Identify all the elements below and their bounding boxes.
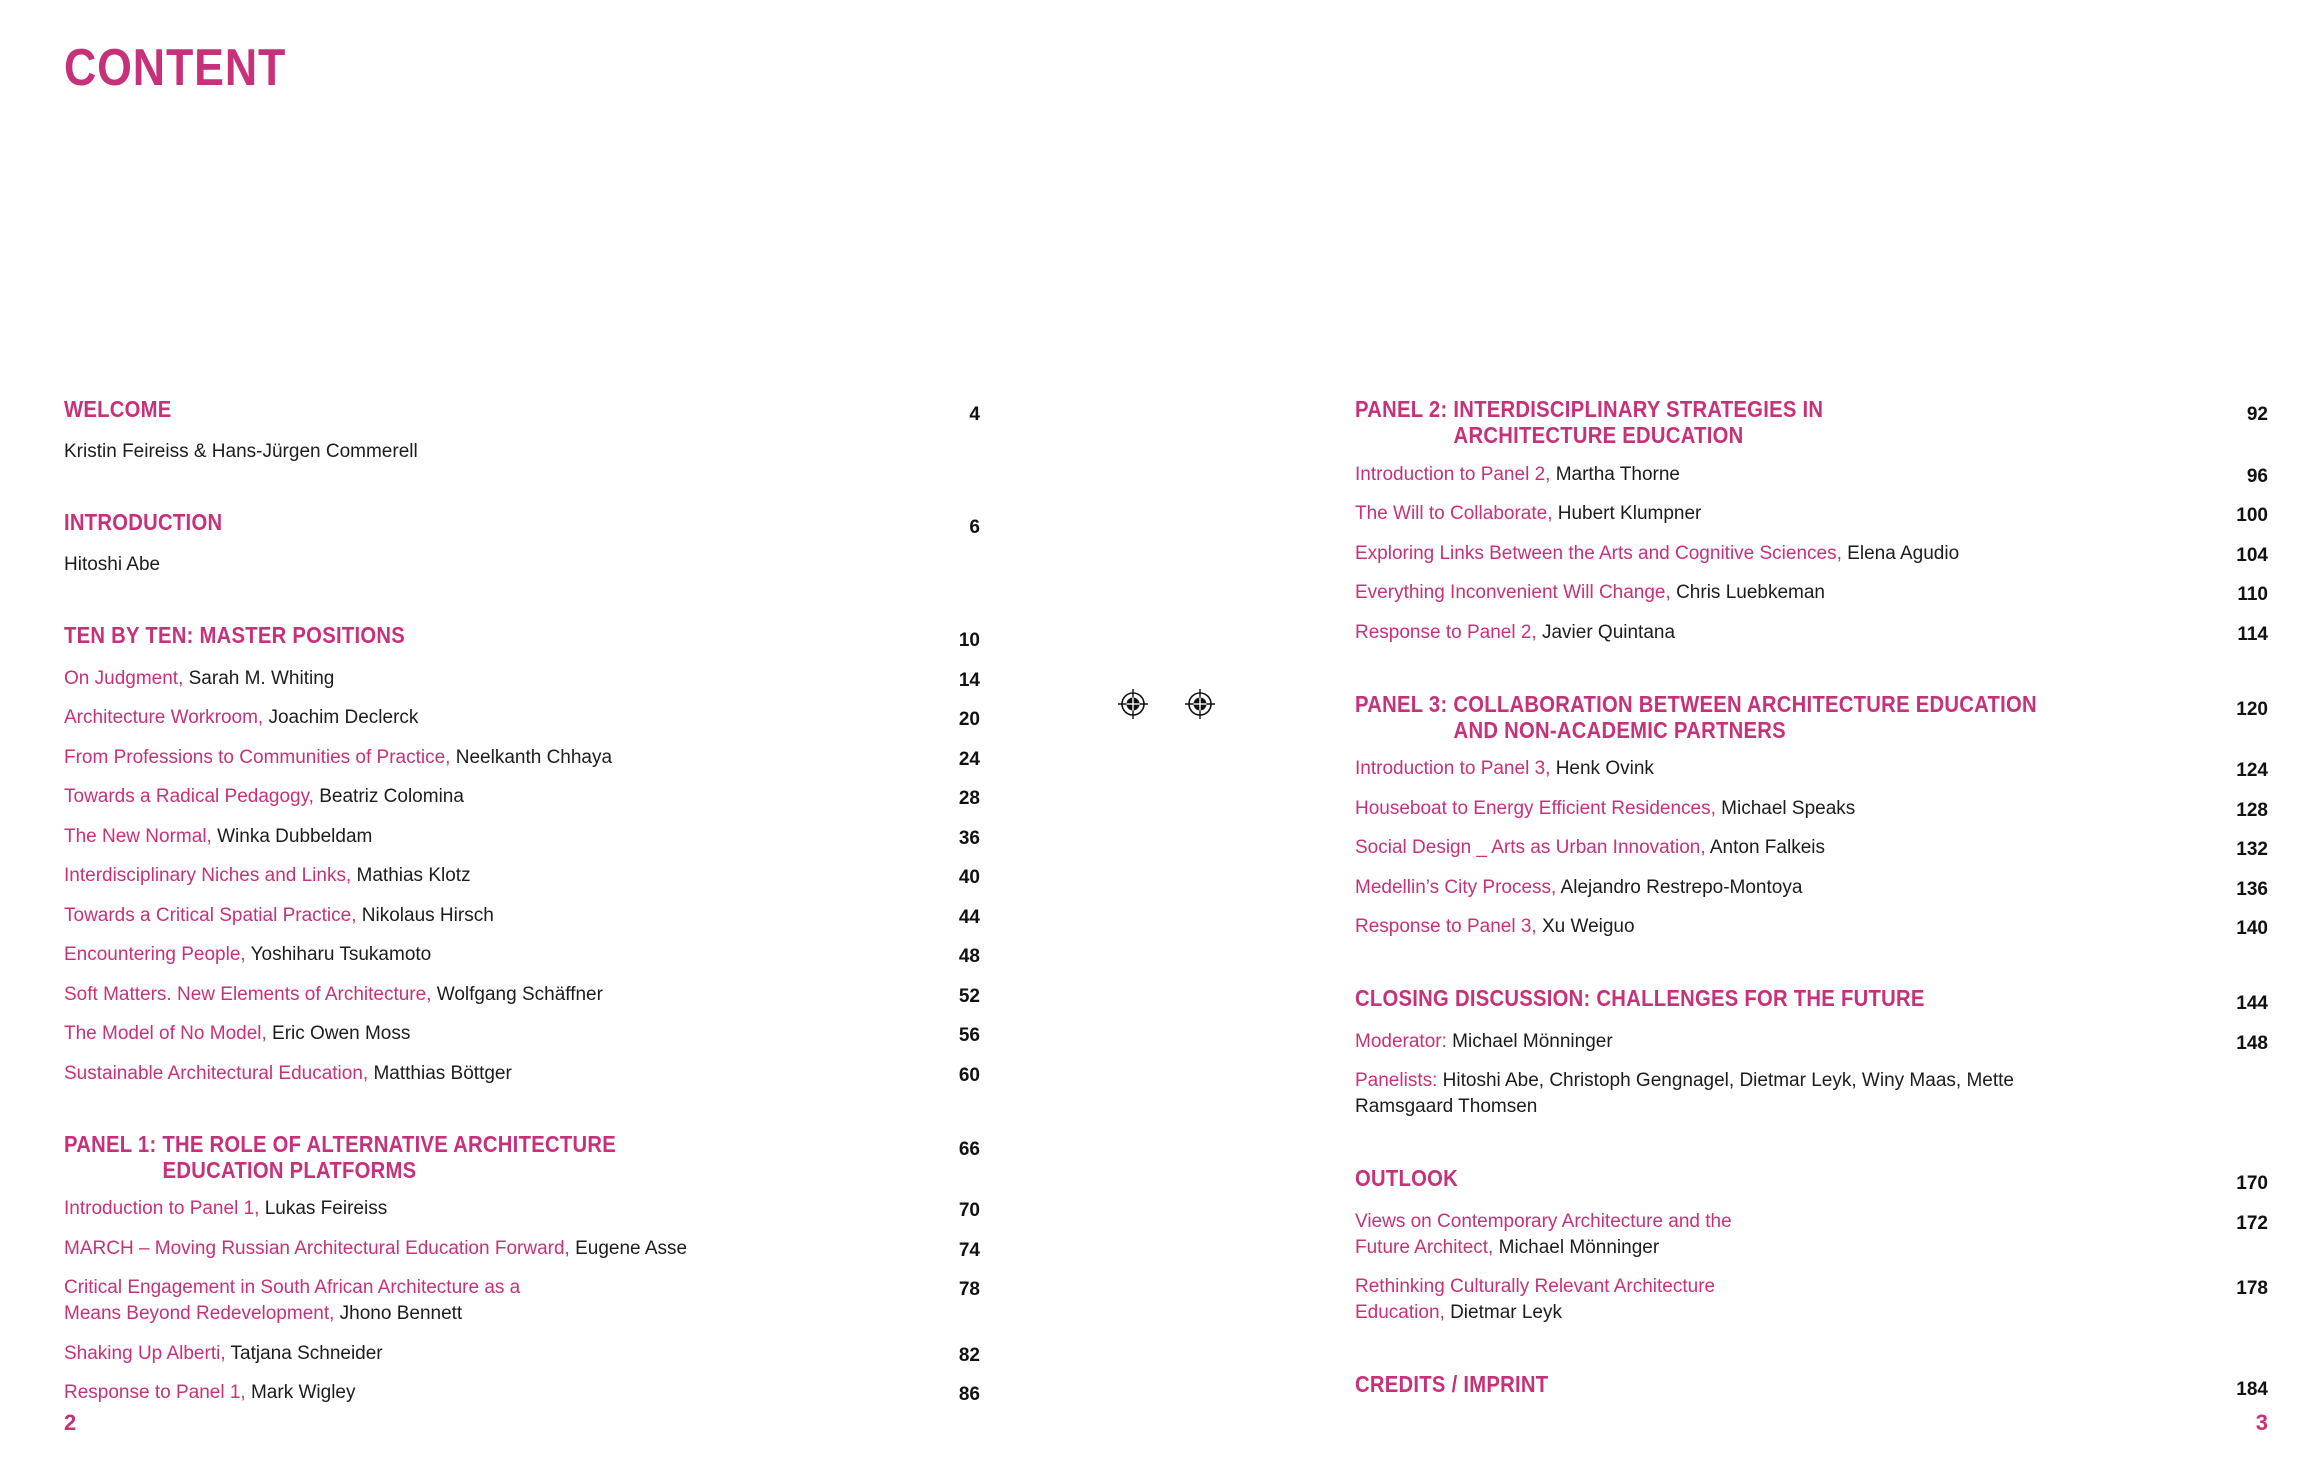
toc-entry[interactable] <box>1355 875 2268 901</box>
section-page-number: 184 <box>2236 1379 2268 1400</box>
toc-entry[interactable] <box>64 1380 980 1406</box>
section-title-line-2: EDUCATION PLATFORMS <box>162 1156 417 1183</box>
entry-page-number: 82 <box>958 1344 980 1366</box>
registration-mark-icon <box>1185 689 1215 719</box>
toc-entry[interactable] <box>64 1341 980 1367</box>
section-heading[interactable] <box>64 622 980 652</box>
entry-title: The New Normal, <box>64 825 212 847</box>
toc-entry[interactable] <box>64 1196 980 1222</box>
entry-title: Panelists: <box>1355 1070 1438 1091</box>
entry-author: Michael Mönninger <box>1493 1236 1660 1258</box>
section-title <box>1355 691 2158 743</box>
toc-section <box>64 396 980 465</box>
toc-entry[interactable] <box>1355 1068 2268 1120</box>
section-page-number: 120 <box>2236 698 2268 720</box>
entry-page-number: 104 <box>2236 544 2268 566</box>
toc-entry[interactable] <box>1355 1209 2268 1261</box>
entry-page-number: 114 <box>2237 623 2268 645</box>
toc-entry[interactable] <box>64 824 980 850</box>
entry-title: Shaking Up Alberti, <box>64 1342 226 1364</box>
toc-entry[interactable] <box>1355 1274 2268 1326</box>
entry-author: Nikolaus Hirsch <box>356 904 494 926</box>
section-page-number: 10 <box>958 630 980 651</box>
toc-entry[interactable] <box>1355 796 2268 822</box>
entry-author: Henk Ovink <box>1550 758 1654 779</box>
toc-section <box>1355 1371 2268 1401</box>
entry-title: On Judgment, <box>64 667 184 689</box>
toc-entry[interactable] <box>1355 501 2268 527</box>
section-heading[interactable] <box>1355 985 2268 1015</box>
section-title-line-1: PANEL 2: INTERDISCIPLINARY STRATEGIES IN <box>1355 396 1824 422</box>
toc-entry[interactable] <box>64 1275 980 1327</box>
section-title: INTRODUCTION <box>64 509 223 535</box>
toc-section <box>64 509 980 578</box>
entry-title: Towards a Radical Pedagogy, <box>64 786 314 807</box>
entry-title: Introduction to Panel 2, <box>1355 463 1551 485</box>
entry-page-number: 110 <box>2237 584 2268 605</box>
section-title: WELCOME <box>64 396 172 422</box>
entry-page-number: 148 <box>2236 1032 2268 1054</box>
toc-section <box>64 1131 980 1407</box>
entry-title: Views on Contemporary Architecture and the Future Architect, <box>1355 1210 1732 1258</box>
entry-title: MARCH – Moving Russian Architectural Education Forward, <box>64 1237 570 1259</box>
toc-section <box>1355 985 2268 1120</box>
entry-title: Exploring Links Between the Arts and Cognitive Sciences, <box>1355 542 1842 564</box>
entry-page-number: 56 <box>958 1025 980 1046</box>
section-heading[interactable] <box>64 509 980 539</box>
entry-author: Mark Wigley <box>245 1382 356 1403</box>
section-authors: Hitoshi Abe <box>64 554 161 575</box>
section-title-line-1: PANEL 3: COLLABORATION BETWEEN ARCHITECTURE EDUCATION <box>1355 690 2037 717</box>
entry-author: Hubert Klumpner <box>1552 503 1702 524</box>
page-title: CONTENT <box>64 39 287 97</box>
toc-entry[interactable] <box>64 1021 980 1047</box>
section-title-line-2: ARCHITECTURE EDUCATION <box>1453 422 1744 448</box>
entry-author: Eric Owen Moss <box>266 1023 411 1044</box>
toc-entry[interactable] <box>1355 580 2268 606</box>
section-page-number: 144 <box>2236 993 2268 1014</box>
section-title: TEN BY TEN: MASTER POSITIONS <box>64 622 406 648</box>
entry-title: Houseboat to Energy Efficient Residences, <box>1355 797 1716 819</box>
entry-page-number: 132 <box>2236 839 2268 860</box>
right-page-contents <box>1355 396 2268 1401</box>
entry-author: Michael Mönninger <box>1446 1030 1613 1052</box>
entry-title: From Professions to Communities of Practice, <box>64 746 451 768</box>
entry-author: Neelkanth Chhaya <box>450 746 613 768</box>
entry-page-number: 20 <box>958 709 980 730</box>
entry-author: Dietmar Leyk <box>1444 1302 1562 1323</box>
entry-title: Rethinking Culturally Relevant Architecture Education, <box>1355 1276 1716 1323</box>
entry-author: Xu Weiguo <box>1536 916 1635 937</box>
entry-author: Wolfgang Schäffner <box>431 983 603 1005</box>
toc-entry[interactable] <box>64 745 980 771</box>
entry-author: Eugene Asse <box>569 1237 688 1259</box>
toc-entry[interactable] <box>64 705 980 731</box>
entry-author: Martha Thorne <box>1550 463 1680 485</box>
entry-page-number: 60 <box>958 1064 980 1086</box>
entry-author: Joachim Declerck <box>263 707 419 728</box>
toc-entry[interactable] <box>64 666 980 692</box>
entry-page-number: 36 <box>958 827 980 849</box>
entry-author: Matthias Böttger <box>368 1062 512 1084</box>
section-title: OUTLOOK <box>1355 1165 1459 1191</box>
section-heading[interactable] <box>1355 1371 2268 1401</box>
section-title <box>64 1131 870 1183</box>
entry-title: Soft Matters. New Elements of Architecture, <box>64 983 432 1005</box>
registration-mark-icon <box>1118 689 1148 719</box>
section-page-number: 170 <box>2236 1173 2268 1194</box>
entry-title: Introduction to Panel 1, <box>64 1198 260 1219</box>
entry-author: Sarah M. Whiting <box>183 667 335 689</box>
entry-page-number: 74 <box>958 1239 980 1261</box>
entry-page-number: 14 <box>958 669 980 691</box>
section-page-number: 66 <box>958 1138 980 1160</box>
section-title-line-1: PANEL 1: THE ROLE OF ALTERNATIVE ARCHITECTURE <box>64 1130 617 1157</box>
toc-entry[interactable] <box>64 1236 980 1262</box>
toc-entry[interactable] <box>64 982 980 1008</box>
toc-section <box>64 622 980 1087</box>
entry-page-number: 86 <box>958 1384 980 1405</box>
entry-author: Alejandro Restrepo-Montoya <box>1556 876 1803 898</box>
section-page-number: 92 <box>2246 404 2268 425</box>
toc-entry[interactable] <box>1355 914 2268 940</box>
entry-author: Javier Quintana <box>1536 621 1676 643</box>
toc-entry[interactable] <box>1355 541 2268 567</box>
toc-entry[interactable] <box>64 903 980 929</box>
section-title-line-2: AND NON-ACADEMIC PARTNERS <box>1453 716 1786 743</box>
toc-entry[interactable] <box>64 784 980 810</box>
entry-page-number: 172 <box>2236 1212 2268 1234</box>
section-title: CLOSING DISCUSSION: CHALLENGES FOR THE FUTURE <box>1355 985 1925 1011</box>
entry-page-number: 78 <box>958 1279 980 1300</box>
entry-page-number: 70 <box>958 1200 980 1221</box>
entry-title: Towards a Critical Spatial Practice, <box>64 904 357 926</box>
entry-title: Social Design _ Arts as Urban Innovation, <box>1355 837 1706 858</box>
entry-title: The Will to Collaborate, <box>1355 503 1553 524</box>
entry-title: Medellin’s City Process, <box>1355 876 1557 898</box>
left-page-contents <box>64 396 980 1406</box>
entry-page-number: 96 <box>2246 465 2268 487</box>
section-title <box>1355 396 2158 448</box>
entry-page-number: 136 <box>2236 878 2268 900</box>
toc-entry[interactable] <box>64 1061 980 1087</box>
section-page-number: 4 <box>969 404 980 425</box>
entry-author: Michael Speaks <box>1715 797 1856 819</box>
entry-page-number: 124 <box>2236 760 2268 781</box>
entry-title: Everything Inconvenient Will Change, <box>1355 582 1671 603</box>
entry-author: Anton Falkeis <box>1705 837 1825 858</box>
entry-page-number: 100 <box>2236 505 2268 526</box>
entry-page-number: 140 <box>2236 918 2268 939</box>
entry-author: Winka Dubbeldam <box>211 825 373 847</box>
section-heading[interactable] <box>1355 691 2268 743</box>
section-heading[interactable] <box>1355 396 2268 448</box>
toc-entry[interactable] <box>64 942 980 968</box>
entry-title: Interdisciplinary Niches and Links, <box>64 865 352 886</box>
entry-page-number: 48 <box>958 946 980 967</box>
entry-page-number: 40 <box>958 867 980 888</box>
toc-entry[interactable] <box>1355 620 2268 646</box>
toc-entry[interactable] <box>64 863 980 889</box>
toc-section <box>1355 1165 2268 1326</box>
toc-section <box>1355 396 2268 646</box>
page-number-right: 3 <box>2255 1410 2268 1435</box>
entry-author: Yoshiharu Tsukamoto <box>245 944 432 965</box>
entry-author: Tatjana Schneider <box>225 1342 383 1364</box>
toc-entry[interactable] <box>1355 1029 2268 1055</box>
entry-author: Elena Agudio <box>1841 542 1960 564</box>
toc-entry[interactable] <box>1355 756 2268 782</box>
page-number-left: 2 <box>64 1410 77 1435</box>
entry-page-number: 128 <box>2236 799 2268 821</box>
entry-author: Lukas Feireiss <box>259 1198 388 1219</box>
section-authors: Kristin Feireiss & Hans-Jürgen Commerell <box>64 441 418 462</box>
entry-page-number: 28 <box>958 788 980 809</box>
entry-page-number: 52 <box>958 985 980 1007</box>
entry-page-number: 44 <box>958 906 980 928</box>
entry-title: Critical Engagement in South African Architecture as a Means Beyond Redevelopment, <box>64 1277 521 1324</box>
entry-title: Sustainable Architectural Education, <box>64 1062 369 1084</box>
entry-title: Encountering People, <box>64 944 246 965</box>
section-heading[interactable] <box>64 396 980 426</box>
entry-title: Architecture Workroom, <box>64 707 264 728</box>
entry-title: Response to Panel 3, <box>1355 916 1537 937</box>
section-title: CREDITS / IMPRINT <box>1355 1371 1549 1397</box>
entry-title: The Model of No Model, <box>64 1023 267 1044</box>
entry-author: Hitoshi Abe, Christoph Gengnagel, Dietmar Leyk, Winy Maas, Mette Ramsgaard Thomsen <box>1355 1070 2014 1117</box>
entry-title: Moderator: <box>1355 1030 1447 1052</box>
entry-title: Introduction to Panel 3, <box>1355 758 1551 779</box>
section-heading[interactable] <box>64 1131 980 1183</box>
entry-title: Response to Panel 2, <box>1355 621 1537 643</box>
entry-author: Mathias Klotz <box>351 865 471 886</box>
section-heading[interactable] <box>1355 1165 2268 1195</box>
entry-author: Chris Luebkeman <box>1670 582 1825 603</box>
toc-section <box>1355 691 2268 941</box>
entry-page-number: 24 <box>958 748 980 770</box>
toc-entry[interactable] <box>1355 462 2268 488</box>
toc-entry[interactable] <box>1355 835 2268 861</box>
section-page-number: 6 <box>969 517 980 538</box>
entry-author: Beatriz Colomina <box>313 786 464 807</box>
entry-title: Response to Panel 1, <box>64 1382 246 1403</box>
entry-page-number: 178 <box>2236 1278 2268 1299</box>
entry-author: Jhono Bennett <box>334 1303 463 1324</box>
